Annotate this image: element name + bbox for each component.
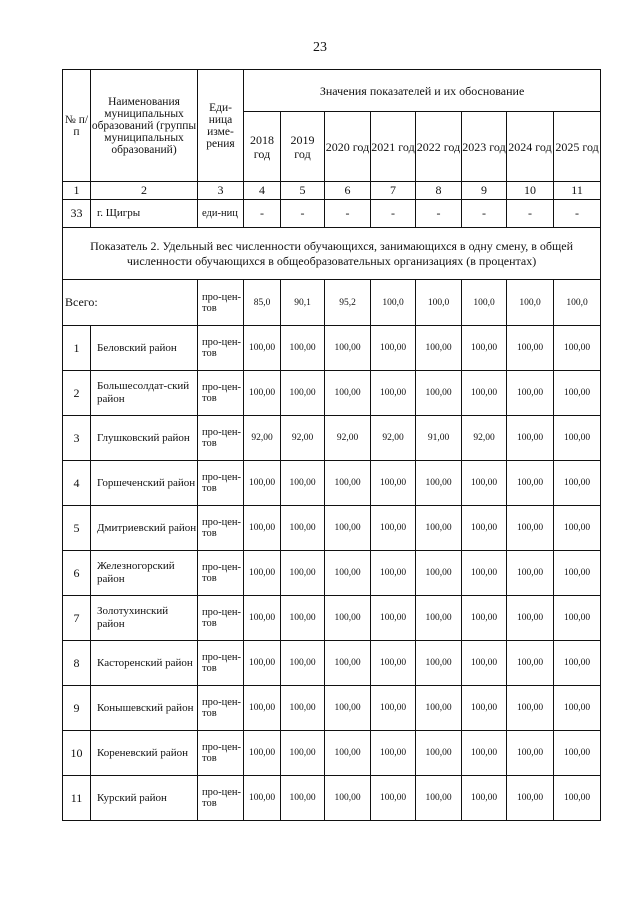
column-number: 9: [462, 182, 507, 200]
row-value: 100,00: [462, 371, 507, 416]
row-value: 100,00: [462, 506, 507, 551]
table-row: [63, 776, 601, 821]
row-value: 100,00: [325, 641, 371, 686]
row-value: 100,00: [325, 461, 371, 506]
row-value: 100,00: [371, 641, 416, 686]
row-value: 100,00: [244, 461, 281, 506]
row-value: 100,00: [244, 551, 281, 596]
row-value: -: [325, 200, 371, 228]
row-value: 100,00: [507, 551, 554, 596]
row-value: 100,00: [244, 596, 281, 641]
row-value: 100,00: [462, 551, 507, 596]
row-value: -: [554, 200, 601, 228]
row-value: 100,00: [507, 776, 554, 821]
row-value: 100,00: [371, 776, 416, 821]
total-value: 85,0: [244, 280, 281, 326]
indicator-2-title: Показатель 2. Удельный вес численности обучающихся, занимающихся в одну смену, в общей численности обучающихся в общеобразовательных организациях (в процентах): [63, 228, 601, 280]
row-value: 92,00: [244, 416, 281, 461]
row-value: 100,00: [507, 596, 554, 641]
row-value: 100,00: [507, 371, 554, 416]
row-name: Железногорский район: [91, 551, 198, 596]
total-label: Всего:: [63, 280, 198, 326]
row-value: 100,00: [281, 731, 325, 776]
row-value: 100,00: [507, 461, 554, 506]
total-unit: про-цен-тов: [198, 280, 244, 326]
row-value: 100,00: [462, 776, 507, 821]
column-number: 8: [416, 182, 462, 200]
page-number: 23: [313, 40, 327, 55]
row-value: 100,00: [416, 506, 462, 551]
row-value: -: [462, 200, 507, 228]
row-value: 100,00: [462, 641, 507, 686]
row-value: 100,00: [462, 326, 507, 371]
column-number: 2: [91, 182, 198, 200]
row-value: 100,00: [507, 326, 554, 371]
row-value: 100,00: [554, 326, 601, 371]
table-row: [63, 506, 601, 551]
header-year: 2025 год: [554, 112, 601, 182]
row-value: 100,00: [416, 731, 462, 776]
indicators-table: [62, 69, 601, 821]
header-year: 2020 год: [325, 112, 371, 182]
row-value: 92,00: [462, 416, 507, 461]
row-value: 100,00: [416, 596, 462, 641]
row-value: 100,00: [371, 686, 416, 731]
table-row: [63, 686, 601, 731]
row-value: 92,00: [281, 416, 325, 461]
row-value: 100,00: [554, 506, 601, 551]
row-name: Конышевский район: [91, 686, 198, 731]
row-value: 100,00: [462, 461, 507, 506]
row-number: 10: [63, 731, 91, 776]
total-value: 100,0: [371, 280, 416, 326]
row-value: 100,00: [281, 776, 325, 821]
row-value: 100,00: [244, 686, 281, 731]
total-value: 100,0: [462, 280, 507, 326]
row-value: 100,00: [416, 326, 462, 371]
row-value: 100,00: [371, 506, 416, 551]
header-year: 2019 год: [281, 112, 325, 182]
row-value: 100,00: [244, 641, 281, 686]
row-value: 100,00: [371, 371, 416, 416]
row-unit: еди-ниц: [198, 200, 244, 228]
row-name: Дмитриевский район: [91, 506, 198, 551]
table-row: [63, 416, 601, 461]
header-year: 2024 год: [507, 112, 554, 182]
row-value: 92,00: [325, 416, 371, 461]
row-name: Касторенский район: [91, 641, 198, 686]
row-value: 100,00: [371, 551, 416, 596]
row-value: 100,00: [554, 551, 601, 596]
row-value: 100,00: [244, 731, 281, 776]
row-value: 100,00: [325, 506, 371, 551]
row-value: 100,00: [371, 596, 416, 641]
header-values-title: Значения показателей и их обоснование: [244, 70, 601, 112]
table-row: [63, 596, 601, 641]
row-number: 7: [63, 596, 91, 641]
total-value: 100,0: [416, 280, 462, 326]
row-number: 33: [63, 200, 91, 228]
row-value: 100,00: [416, 461, 462, 506]
row-value: 100,00: [325, 731, 371, 776]
row-value: 100,00: [507, 506, 554, 551]
row-value: 100,00: [554, 731, 601, 776]
table-row: [63, 371, 601, 416]
row-value: 100,00: [462, 686, 507, 731]
row-value: -: [281, 200, 325, 228]
header-year: 2023 год: [462, 112, 507, 182]
row-value: 100,00: [244, 506, 281, 551]
row-unit: про-цен-тов: [198, 416, 244, 461]
row-value: -: [244, 200, 281, 228]
row-name: Глушковский район: [91, 416, 198, 461]
row-name: Золотухинский район: [91, 596, 198, 641]
row-value: 100,00: [325, 596, 371, 641]
row-value: 100,00: [281, 506, 325, 551]
row-number: 9: [63, 686, 91, 731]
row-number: 4: [63, 461, 91, 506]
row-value: 100,00: [554, 596, 601, 641]
row-value: 100,00: [462, 596, 507, 641]
row-unit: про-цен-тов: [198, 551, 244, 596]
row-value: 100,00: [325, 686, 371, 731]
row-value: 100,00: [325, 551, 371, 596]
total-value: 95,2: [325, 280, 371, 326]
total-row: [63, 280, 601, 326]
row-value: 100,00: [371, 326, 416, 371]
row-name: Кореневский район: [91, 731, 198, 776]
row-value: 100,00: [325, 776, 371, 821]
column-number: 3: [198, 182, 244, 200]
row-value: -: [507, 200, 554, 228]
table-row: [63, 731, 601, 776]
row-value: -: [371, 200, 416, 228]
row-value: 100,00: [281, 596, 325, 641]
row-value: 100,00: [325, 326, 371, 371]
table-row: [63, 551, 601, 596]
total-value: 100,0: [507, 280, 554, 326]
row-value: 100,00: [371, 731, 416, 776]
row-value: 100,00: [507, 416, 554, 461]
header-name: Наименования муниципальных образований (группы муниципальных образований): [91, 70, 198, 182]
row-value: -: [416, 200, 462, 228]
row-unit: про-цен-тов: [198, 776, 244, 821]
row-value: 100,00: [281, 371, 325, 416]
row-value: 100,00: [281, 686, 325, 731]
column-number: 5: [281, 182, 325, 200]
row-value: 100,00: [462, 731, 507, 776]
row-value: 100,00: [244, 326, 281, 371]
table-row: [63, 461, 601, 506]
row-number: 1: [63, 326, 91, 371]
header-year: 2022 год: [416, 112, 462, 182]
row-value: 100,00: [554, 416, 601, 461]
row-unit: про-цен-тов: [198, 731, 244, 776]
table-row: [63, 200, 601, 228]
header-year: 2018 год: [244, 112, 281, 182]
row-value: 100,00: [416, 551, 462, 596]
row-value: 100,00: [325, 371, 371, 416]
row-value: 100,00: [281, 326, 325, 371]
column-number: 11: [554, 182, 601, 200]
row-value: 100,00: [507, 686, 554, 731]
row-value: 100,00: [416, 371, 462, 416]
row-value: 100,00: [554, 461, 601, 506]
header-unit: Еди-ница изме-рения: [198, 70, 244, 182]
column-number: 7: [371, 182, 416, 200]
row-value: 100,00: [416, 686, 462, 731]
row-value: 100,00: [554, 371, 601, 416]
row-name: Большесолдат-ский район: [91, 371, 198, 416]
row-value: 100,00: [554, 641, 601, 686]
row-value: 100,00: [416, 776, 462, 821]
row-number: 6: [63, 551, 91, 596]
header-num: № п/п: [63, 70, 91, 182]
row-value: 100,00: [554, 776, 601, 821]
row-unit: про-цен-тов: [198, 686, 244, 731]
row-value: 100,00: [507, 641, 554, 686]
row-value: 91,00: [416, 416, 462, 461]
total-value: 100,0: [554, 280, 601, 326]
header-year: 2021 год: [371, 112, 416, 182]
row-name: г. Щигры: [91, 200, 198, 228]
row-name: Курский район: [91, 776, 198, 821]
column-number: 10: [507, 182, 554, 200]
row-number: 8: [63, 641, 91, 686]
row-value: 100,00: [244, 776, 281, 821]
total-value: 90,1: [281, 280, 325, 326]
row-unit: про-цен-тов: [198, 506, 244, 551]
row-number: 11: [63, 776, 91, 821]
row-value: 100,00: [281, 551, 325, 596]
row-value: 100,00: [554, 686, 601, 731]
row-value: 100,00: [371, 461, 416, 506]
row-number: 2: [63, 371, 91, 416]
column-number: 1: [63, 182, 91, 200]
row-unit: про-цен-тов: [198, 371, 244, 416]
table-row: [63, 641, 601, 686]
row-unit: про-цен-тов: [198, 326, 244, 371]
row-name: Горшеченский район: [91, 461, 198, 506]
column-number: 4: [244, 182, 281, 200]
row-value: 92,00: [371, 416, 416, 461]
row-value: 100,00: [281, 641, 325, 686]
row-value: 100,00: [281, 461, 325, 506]
row-value: 100,00: [244, 371, 281, 416]
row-number: 5: [63, 506, 91, 551]
row-unit: про-цен-тов: [198, 596, 244, 641]
row-value: 100,00: [507, 731, 554, 776]
row-unit: про-цен-тов: [198, 641, 244, 686]
row-value: 100,00: [416, 641, 462, 686]
row-unit: про-цен-тов: [198, 461, 244, 506]
column-number: 6: [325, 182, 371, 200]
row-name: Беловский район: [91, 326, 198, 371]
row-number: 3: [63, 416, 91, 461]
table-row: [63, 326, 601, 371]
